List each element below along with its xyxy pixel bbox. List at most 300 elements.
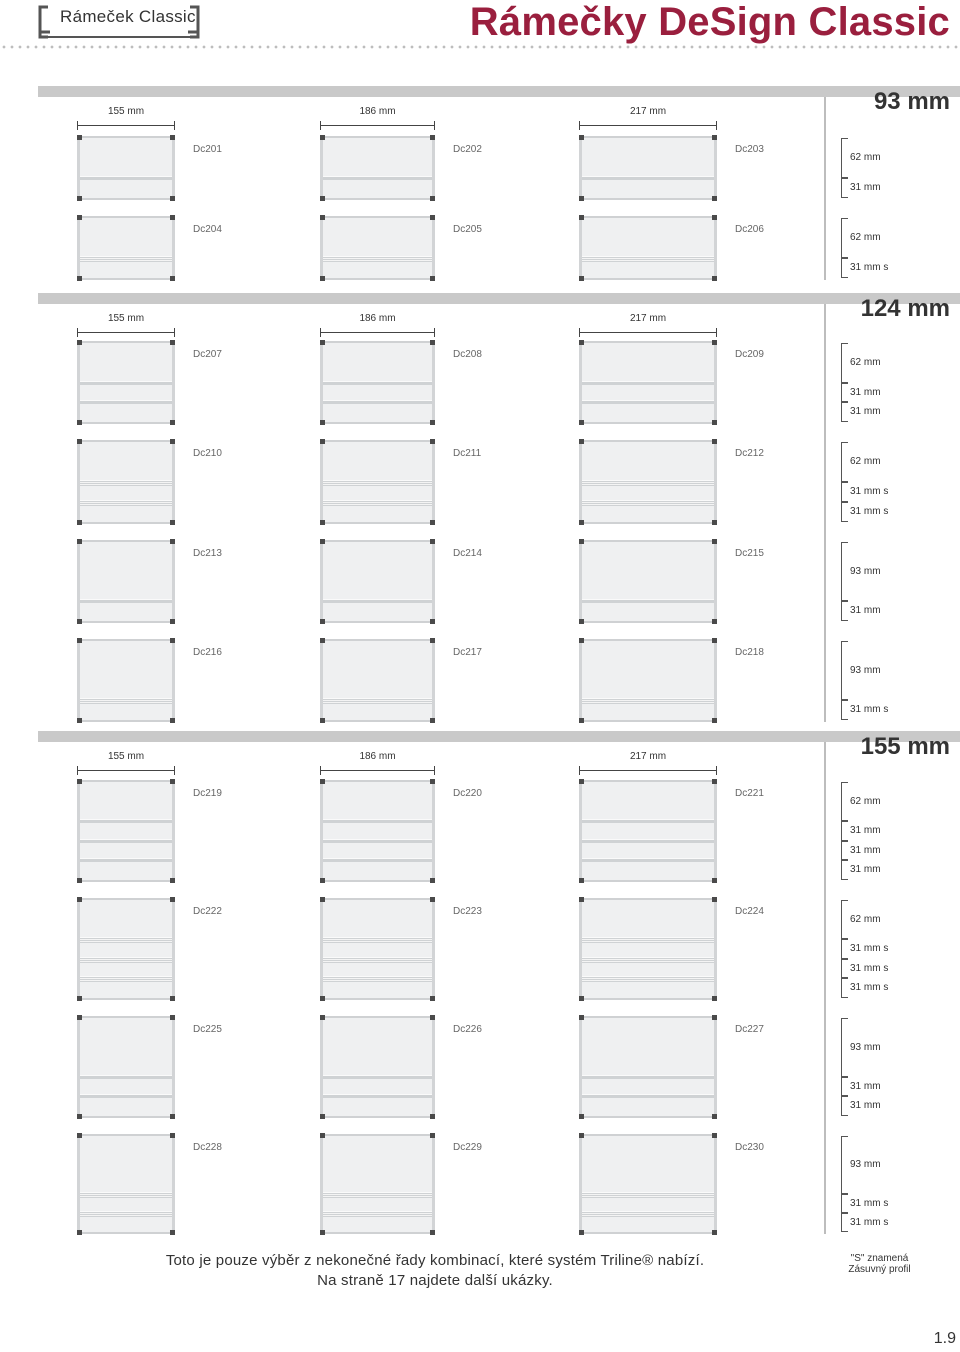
corner-cap <box>712 638 717 643</box>
strip-divider <box>80 839 172 843</box>
sign-frame <box>579 898 717 1000</box>
corner-cap <box>170 779 175 784</box>
strip-bracket <box>841 939 848 959</box>
strip-bracket <box>841 442 848 482</box>
corner-cap <box>170 1015 175 1020</box>
strip-size-label: 31 mm <box>850 845 881 856</box>
product-code: Dc226 <box>453 1024 482 1035</box>
width-ruler <box>579 328 717 337</box>
corner-cap <box>77 135 82 140</box>
strip-divider <box>582 176 714 180</box>
strip-divider <box>582 599 714 603</box>
corner-cap <box>320 539 325 544</box>
corner-cap <box>712 215 717 220</box>
strip-divider <box>582 1075 714 1079</box>
strip-bracket <box>841 601 848 621</box>
corner-cap <box>170 1133 175 1138</box>
corner-cap <box>712 1133 717 1138</box>
corner-cap <box>170 196 175 201</box>
dotted-divider <box>0 45 960 49</box>
sign-frame <box>320 440 435 524</box>
strip-size-label: 62 mm <box>850 357 881 368</box>
corner-cap <box>170 135 175 140</box>
corner-cap <box>579 135 584 140</box>
corner-cap <box>579 897 584 902</box>
product-code: Dc217 <box>453 647 482 658</box>
legend-note-line-2: Zásuvný profil <box>848 1264 911 1275</box>
strip-size-label: 31 mm s <box>850 506 889 517</box>
sign-frame <box>320 780 435 882</box>
sign-frame <box>320 1016 435 1118</box>
legend-note-line-1: "S" znamená <box>850 1253 909 1264</box>
product-code: Dc204 <box>193 224 222 235</box>
strip-bracket <box>841 138 848 178</box>
strip-bracket <box>841 978 848 998</box>
strip-divider <box>80 500 172 506</box>
corner-cap <box>77 340 82 345</box>
strip-size-label: 31 mm s <box>850 486 889 497</box>
width-ruler <box>320 766 435 775</box>
sign-frame <box>77 639 175 722</box>
corner-cap <box>430 135 435 140</box>
width-ruler <box>320 328 435 337</box>
strip-divider <box>80 819 172 823</box>
width-label: 155 mm <box>107 106 145 117</box>
strip-bracket <box>841 383 848 402</box>
product-code: Dc205 <box>453 224 482 235</box>
strip-divider <box>80 480 172 486</box>
strip-divider <box>582 1094 714 1098</box>
corner-cap <box>430 215 435 220</box>
sign-frame <box>579 341 717 424</box>
corner-cap <box>579 520 584 525</box>
strip-divider <box>582 839 714 843</box>
strip-divider <box>80 937 172 943</box>
strip-divider <box>323 839 432 843</box>
product-code: Dc225 <box>193 1024 222 1035</box>
footer-line-1: Toto je pouze výběr z nekonečné řady kombinací, které systém Triline® nabízí. <box>165 1252 705 1269</box>
corner-cap <box>579 276 584 281</box>
width-label: 155 mm <box>107 313 145 324</box>
strip-divider <box>323 698 432 704</box>
strip-size-label: 93 mm <box>850 566 881 577</box>
corner-cap <box>77 1114 82 1119</box>
strip-size-label: 62 mm <box>850 796 881 807</box>
sign-frame <box>320 540 435 623</box>
corner-cap <box>712 878 717 883</box>
corner-cap <box>320 135 325 140</box>
strip-divider <box>323 176 432 180</box>
strip-bracket <box>841 482 848 502</box>
strip-bracket <box>841 1136 848 1194</box>
corner-cap <box>712 340 717 345</box>
product-code: Dc218 <box>735 647 764 658</box>
product-code: Dc212 <box>735 448 764 459</box>
strip-divider <box>80 176 172 180</box>
corner-cap <box>712 439 717 444</box>
strip-divider <box>323 400 432 404</box>
strip-size-label: 31 mm <box>850 825 881 836</box>
corner-cap <box>320 996 325 1001</box>
sign-frame <box>320 639 435 722</box>
corner-cap <box>579 1133 584 1138</box>
width-ruler <box>77 121 175 130</box>
product-code: Dc202 <box>453 144 482 155</box>
corner-cap <box>77 439 82 444</box>
strip-divider <box>80 599 172 603</box>
corner-cap <box>170 897 175 902</box>
corner-cap <box>170 276 175 281</box>
strip-bracket <box>841 641 848 700</box>
corner-cap <box>712 1230 717 1235</box>
strip-divider <box>582 480 714 486</box>
strip-size-label: 31 mm s <box>850 1217 889 1228</box>
width-ruler <box>77 328 175 337</box>
corner-cap <box>77 420 82 425</box>
product-code: Dc216 <box>193 647 222 658</box>
corner-cap <box>320 878 325 883</box>
corner-cap <box>320 619 325 624</box>
corner-cap <box>430 619 435 624</box>
corner-cap <box>77 1133 82 1138</box>
corner-cap <box>77 1230 82 1235</box>
width-label: 217 mm <box>629 106 667 117</box>
sign-frame <box>320 136 435 200</box>
width-label: 186 mm <box>359 106 396 117</box>
product-code: Dc220 <box>453 788 482 799</box>
strip-size-label: 62 mm <box>850 914 881 925</box>
corner-cap <box>430 520 435 525</box>
strip-size-label: 93 mm <box>850 665 881 676</box>
strip-bracket <box>841 178 848 198</box>
corner-cap <box>77 215 82 220</box>
section-divider <box>824 742 826 1234</box>
product-code: Dc209 <box>735 349 764 360</box>
sign-frame <box>579 780 717 882</box>
corner-cap <box>320 897 325 902</box>
corner-cap <box>712 420 717 425</box>
corner-cap <box>77 638 82 643</box>
strip-divider <box>323 256 432 262</box>
product-code: Dc229 <box>453 1142 482 1153</box>
corner-cap <box>712 996 717 1001</box>
strip-divider <box>80 976 172 982</box>
corner-cap <box>77 276 82 281</box>
corner-cap <box>77 619 82 624</box>
sign-frame <box>77 136 175 200</box>
width-label: 186 mm <box>359 313 396 324</box>
strip-divider <box>323 976 432 982</box>
strip-size-label: 93 mm <box>850 1042 881 1053</box>
footer-line-2: Na straně 17 najdete další ukázky. <box>317 1272 553 1289</box>
strip-divider <box>80 957 172 963</box>
width-ruler <box>77 766 175 775</box>
corner-cap <box>712 897 717 902</box>
corner-cap <box>170 520 175 525</box>
sign-frame <box>320 216 435 280</box>
corner-cap <box>170 638 175 643</box>
product-code: Dc230 <box>735 1142 764 1153</box>
section-band <box>38 86 824 97</box>
strip-bracket <box>841 782 848 821</box>
corner-cap <box>77 897 82 902</box>
corner-cap <box>320 276 325 281</box>
strip-size-label: 31 mm <box>850 182 881 193</box>
product-code: Dc211 <box>453 448 482 459</box>
sign-frame <box>77 898 175 1000</box>
strip-divider <box>323 480 432 486</box>
corner-cap <box>579 420 584 425</box>
corner-cap <box>579 718 584 723</box>
product-code: Dc228 <box>193 1142 222 1153</box>
product-code: Dc222 <box>193 906 222 917</box>
product-code: Dc208 <box>453 349 482 360</box>
strip-divider <box>323 819 432 823</box>
strip-divider <box>582 256 714 262</box>
corner-cap <box>320 196 325 201</box>
strip-divider <box>80 858 172 862</box>
corner-cap <box>430 539 435 544</box>
sign-frame <box>320 898 435 1000</box>
logo-text: Rámeček Classic <box>60 7 196 26</box>
corner-cap <box>579 996 584 1001</box>
corner-cap <box>712 196 717 201</box>
corner-cap <box>77 878 82 883</box>
sign-frame <box>77 780 175 882</box>
corner-cap <box>170 215 175 220</box>
corner-cap <box>77 718 82 723</box>
strip-bracket <box>841 1213 848 1232</box>
corner-cap <box>712 619 717 624</box>
corner-cap <box>77 996 82 1001</box>
section-divider <box>824 97 826 280</box>
strip-divider <box>323 1211 432 1217</box>
corner-cap <box>712 779 717 784</box>
strip-size-label: 31 mm s <box>850 943 889 954</box>
strip-divider <box>323 599 432 603</box>
strip-bracket <box>841 841 848 860</box>
corner-cap <box>77 1015 82 1020</box>
corner-cap <box>320 638 325 643</box>
corner-cap <box>170 420 175 425</box>
corner-cap <box>320 1133 325 1138</box>
corner-cap <box>579 215 584 220</box>
strip-size-label: 31 mm s <box>850 1198 889 1209</box>
corner-cap <box>430 996 435 1001</box>
strip-divider <box>80 1075 172 1079</box>
corner-cap <box>170 878 175 883</box>
corner-cap <box>579 340 584 345</box>
section-divider <box>824 304 826 722</box>
strip-divider <box>323 1075 432 1079</box>
strip-bracket <box>841 218 848 258</box>
strip-size-label: 31 mm <box>850 387 881 398</box>
strip-size-label: 31 mm s <box>850 704 889 715</box>
strip-divider <box>582 819 714 823</box>
corner-cap <box>170 439 175 444</box>
corner-cap <box>430 439 435 444</box>
sign-frame <box>77 341 175 424</box>
strip-divider <box>323 500 432 506</box>
section-band <box>38 731 824 742</box>
strip-bracket <box>841 502 848 522</box>
sign-frame <box>579 440 717 524</box>
width-label: 217 mm <box>629 313 667 324</box>
width-label: 155 mm <box>107 751 145 762</box>
product-code: Dc214 <box>453 548 482 559</box>
strip-bracket <box>841 258 848 278</box>
strip-size-label: 31 mm <box>850 1081 881 1092</box>
corner-cap <box>712 276 717 281</box>
corner-cap <box>77 520 82 525</box>
strip-bracket <box>841 542 848 601</box>
strip-divider <box>582 957 714 963</box>
corner-cap <box>579 1114 584 1119</box>
corner-cap <box>430 340 435 345</box>
corner-cap <box>77 779 82 784</box>
corner-cap <box>579 1230 584 1235</box>
corner-cap <box>430 1114 435 1119</box>
width-ruler <box>579 766 717 775</box>
product-code: Dc203 <box>735 144 764 155</box>
product-code: Dc224 <box>735 906 764 917</box>
sign-frame <box>579 540 717 623</box>
corner-cap <box>430 1133 435 1138</box>
sign-frame <box>77 1134 175 1234</box>
page-number: 1.9 <box>933 1330 956 1347</box>
strip-bracket <box>841 1194 848 1213</box>
product-code: Dc206 <box>735 224 764 235</box>
strip-divider <box>323 858 432 862</box>
corner-cap <box>579 619 584 624</box>
corner-cap <box>712 135 717 140</box>
logo <box>38 4 202 40</box>
corner-cap <box>712 539 717 544</box>
strip-divider <box>323 1094 432 1098</box>
section-height-label: 155 mm <box>860 733 950 760</box>
legend-note <box>822 1253 937 1275</box>
corner-cap <box>430 1230 435 1235</box>
strip-divider <box>582 976 714 982</box>
page-title: Rámečky DeSign Classic <box>469 0 950 44</box>
strip-bracket <box>841 821 848 841</box>
corner-cap <box>170 1230 175 1235</box>
product-code: Dc213 <box>193 548 222 559</box>
product-code: Dc227 <box>735 1024 764 1035</box>
corner-cap <box>320 215 325 220</box>
strip-size-label: 93 mm <box>850 1159 881 1170</box>
corner-cap <box>170 996 175 1001</box>
strip-divider <box>80 256 172 262</box>
strip-divider <box>582 1192 714 1198</box>
strip-divider <box>80 1192 172 1198</box>
strip-divider <box>582 400 714 404</box>
corner-cap <box>712 1114 717 1119</box>
corner-cap <box>579 539 584 544</box>
corner-cap <box>170 340 175 345</box>
strip-bracket <box>841 343 848 383</box>
sign-frame <box>579 216 717 280</box>
corner-cap <box>77 539 82 544</box>
strip-divider <box>323 1192 432 1198</box>
product-code: Dc219 <box>193 788 222 799</box>
strip-divider <box>582 937 714 943</box>
corner-cap <box>712 718 717 723</box>
corner-cap <box>170 1114 175 1119</box>
strip-bracket <box>841 1096 848 1116</box>
strip-bracket <box>841 402 848 422</box>
strip-size-label: 31 mm <box>850 1100 881 1111</box>
strip-bracket <box>841 860 848 880</box>
corner-cap <box>579 779 584 784</box>
product-code: Dc201 <box>193 144 222 155</box>
strip-divider <box>582 698 714 704</box>
strip-size-label: 62 mm <box>850 152 881 163</box>
strip-size-label: 31 mm <box>850 864 881 875</box>
corner-cap <box>320 439 325 444</box>
corner-cap <box>430 897 435 902</box>
corner-cap <box>430 420 435 425</box>
width-ruler <box>579 121 717 130</box>
strip-size-label: 62 mm <box>850 456 881 467</box>
corner-cap <box>430 276 435 281</box>
corner-cap <box>430 1015 435 1020</box>
corner-cap <box>170 619 175 624</box>
corner-cap <box>430 779 435 784</box>
sign-frame <box>77 440 175 524</box>
corner-cap <box>170 718 175 723</box>
corner-cap <box>579 439 584 444</box>
product-code: Dc207 <box>193 349 222 360</box>
strip-divider <box>323 937 432 943</box>
corner-cap <box>320 1114 325 1119</box>
corner-cap <box>712 520 717 525</box>
corner-cap <box>579 1015 584 1020</box>
strip-bracket <box>841 1018 848 1077</box>
strip-size-label: 31 mm s <box>850 982 889 993</box>
strip-size-label: 62 mm <box>850 232 881 243</box>
strip-divider <box>80 400 172 404</box>
sign-frame <box>579 639 717 722</box>
strip-divider <box>582 858 714 862</box>
strip-divider <box>582 381 714 385</box>
strip-size-label: 31 mm <box>850 406 881 417</box>
corner-cap <box>579 878 584 883</box>
corner-cap <box>77 196 82 201</box>
strip-size-label: 31 mm s <box>850 963 889 974</box>
corner-cap <box>170 539 175 544</box>
sign-frame <box>320 341 435 424</box>
sign-frame <box>579 1016 717 1118</box>
strip-divider <box>582 500 714 506</box>
width-label: 217 mm <box>629 751 667 762</box>
sign-frame <box>579 1134 717 1234</box>
strip-bracket <box>841 700 848 720</box>
strip-bracket <box>841 900 848 939</box>
product-code: Dc221 <box>735 788 764 799</box>
corner-cap <box>320 1230 325 1235</box>
width-label: 186 mm <box>359 751 396 762</box>
strip-divider <box>323 381 432 385</box>
corner-cap <box>320 779 325 784</box>
product-code: Dc210 <box>193 448 222 459</box>
corner-cap <box>320 520 325 525</box>
sign-frame <box>77 1016 175 1118</box>
sign-frame <box>77 216 175 280</box>
section-band <box>38 293 824 304</box>
product-code: Dc223 <box>453 906 482 917</box>
section-height-label: 93 mm <box>873 88 950 115</box>
